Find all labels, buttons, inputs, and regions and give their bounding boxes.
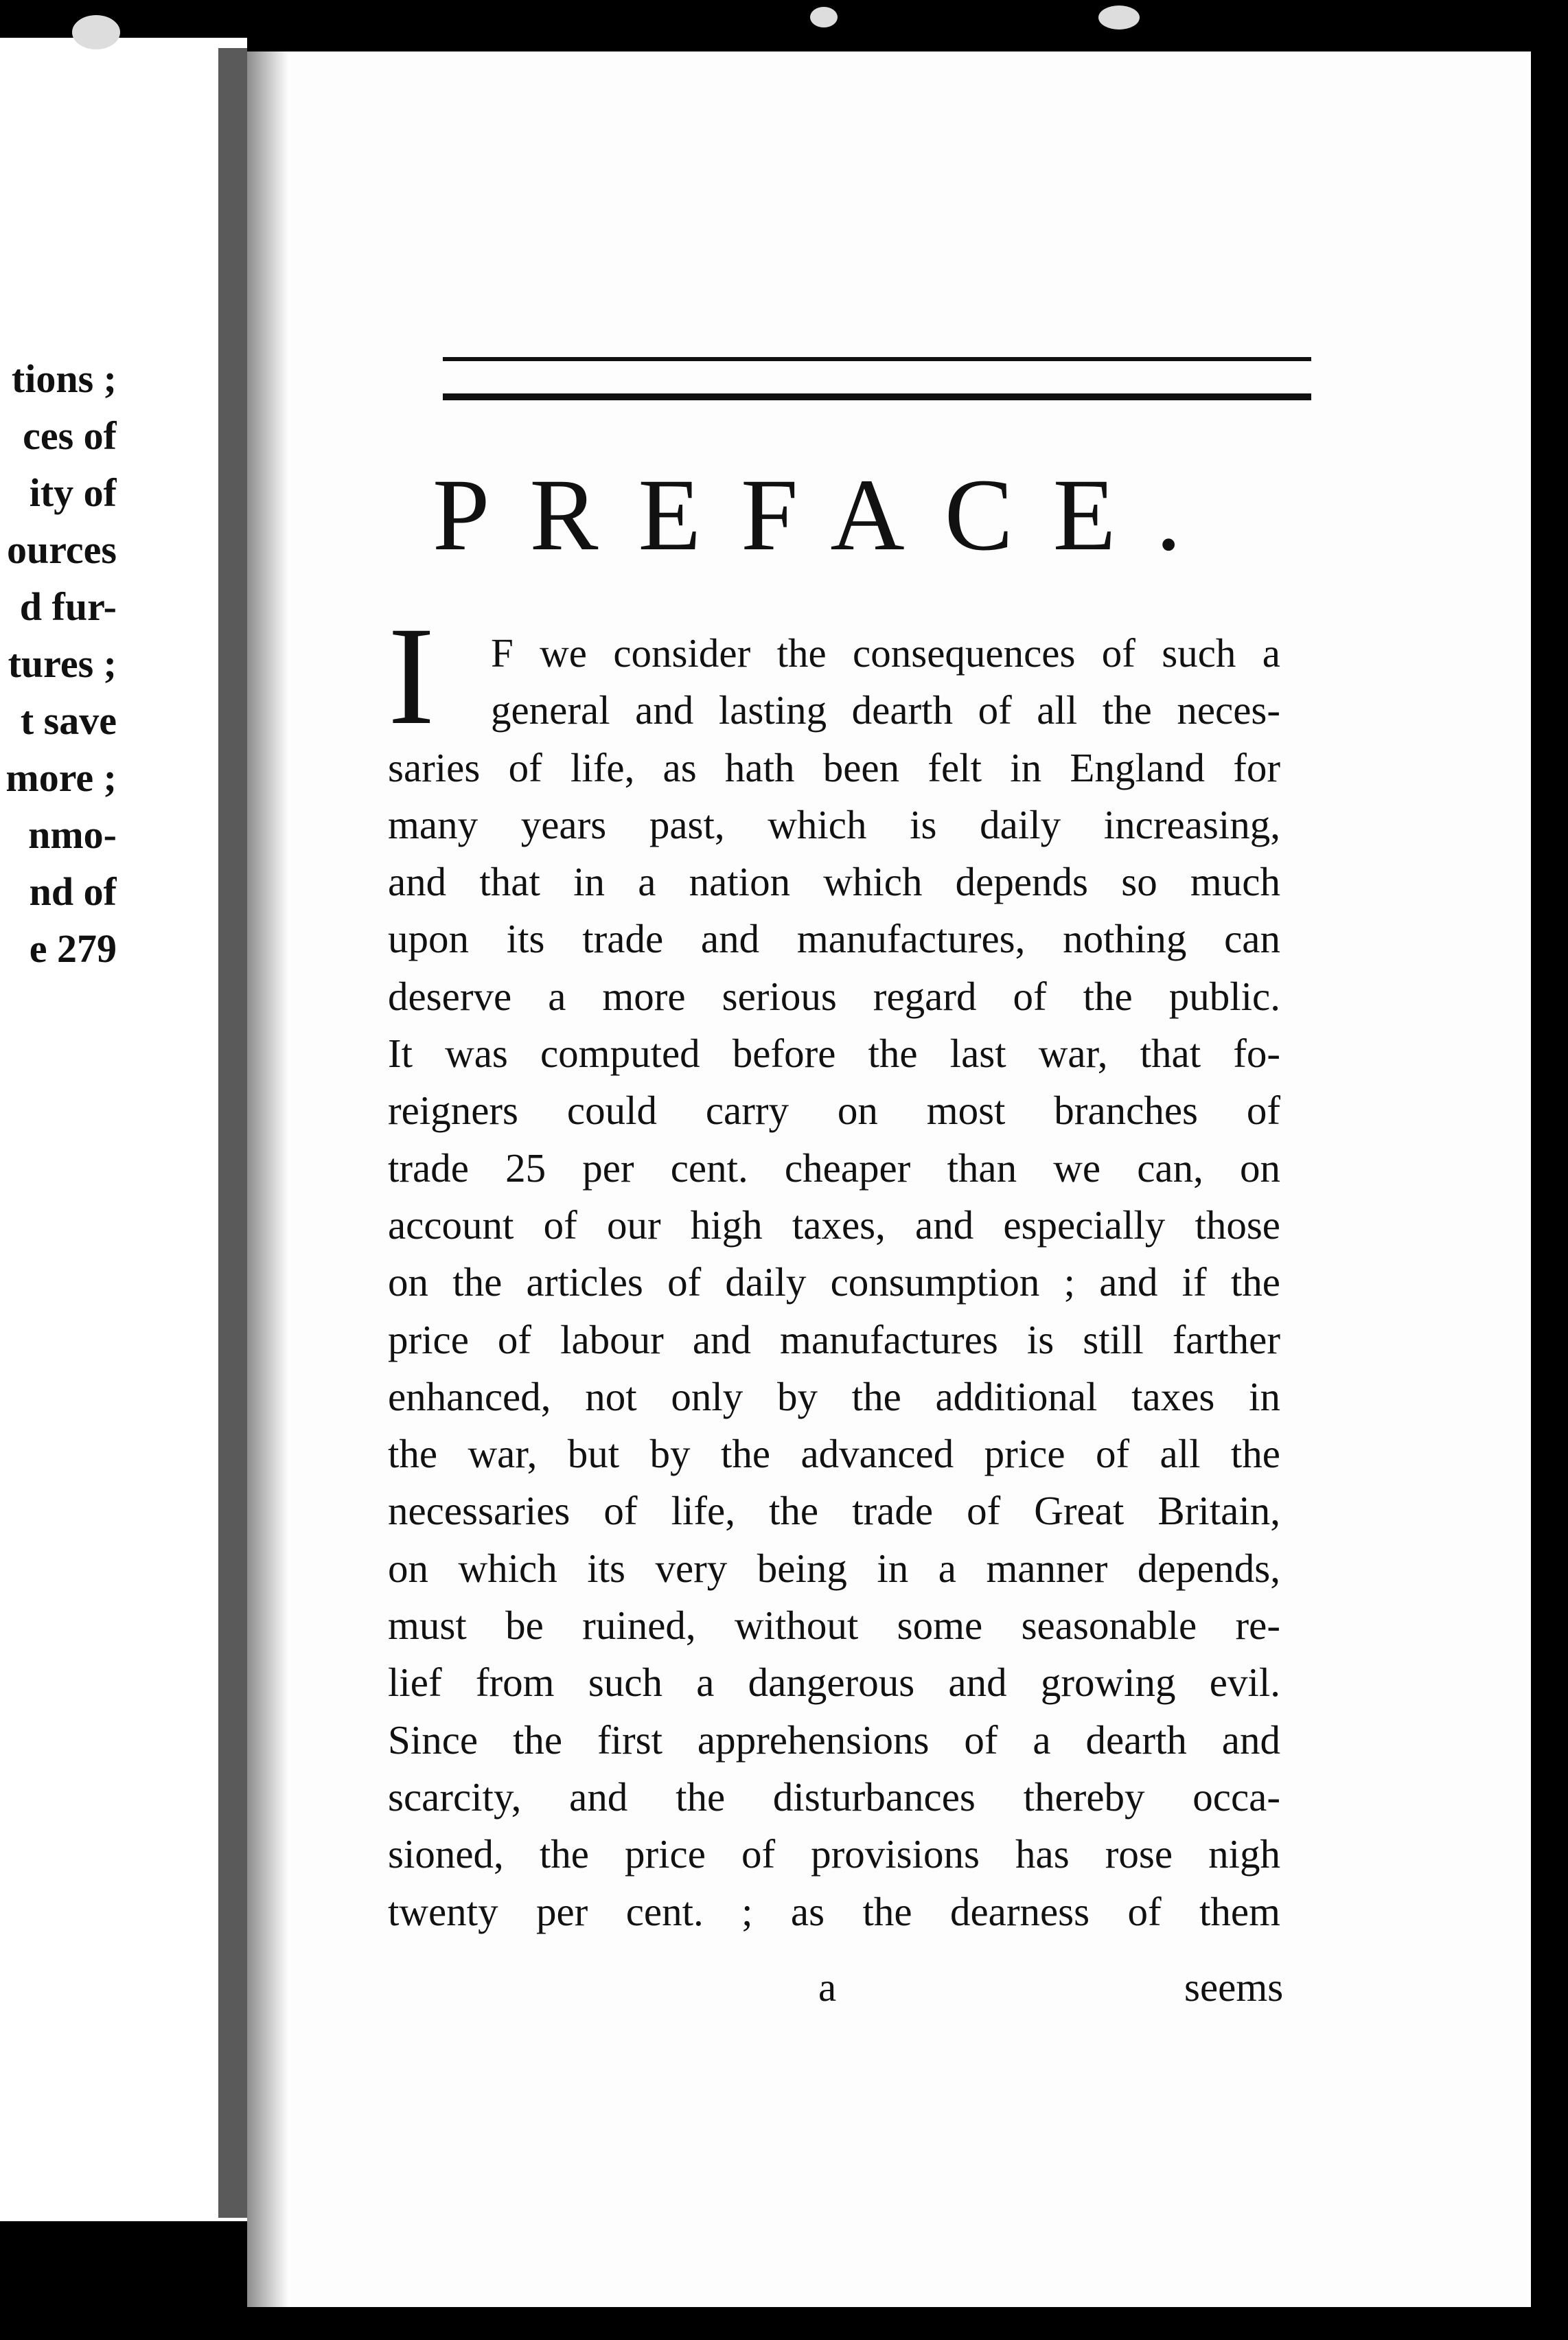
text-line: deserve a more serious regard of the public.: [388, 973, 1280, 1019]
text-line: necessaries of life, the trade of Great Britain,: [388, 1488, 1280, 1534]
text-line: sioned, the price of provisions has rose nigh: [388, 1831, 1280, 1877]
left-fragment: ity of: [29, 470, 117, 515]
text-line: It was computed before the last war, that fo-: [388, 1031, 1280, 1077]
text-line: F we consider the consequences of such a: [491, 630, 1280, 676]
header-rule-thin: [443, 357, 1311, 361]
left-fragment: nmo-: [28, 812, 117, 857]
signature-mark: a: [818, 1964, 837, 2010]
left-fragment: d fur-: [19, 584, 117, 629]
left-fragment: t save: [20, 698, 117, 743]
left-fragment: more ;: [5, 755, 117, 800]
left-page-text-fragments: [0, 350, 117, 977]
text-line: reigners could carry on most branches of: [388, 1088, 1280, 1134]
text-line: account of our high taxes, and especially those: [388, 1202, 1280, 1248]
text-line: enhanced, not only by the additional taxes in: [388, 1373, 1280, 1419]
left-fragment: nd of: [29, 869, 117, 914]
left-fragment: tions ;: [11, 356, 117, 401]
text-line: Since the first apprehensions of a dearth and: [388, 1717, 1280, 1763]
text-line: many years past, which is daily increasing,: [388, 801, 1280, 847]
text-line: saries of life, as hath been felt in England for: [388, 744, 1280, 790]
text-line: upon its trade and manufactures, nothing can: [388, 916, 1280, 962]
left-fragment: tures ;: [8, 641, 117, 686]
catchword: seems: [1184, 1964, 1284, 2010]
text-line: on which its very being in a manner depends,: [388, 1545, 1280, 1591]
drop-cap: I: [388, 598, 435, 754]
left-fragment: ources: [6, 527, 117, 572]
header-rule-thick: [443, 393, 1311, 400]
text-line: general and lasting dearth of all the neces-: [491, 687, 1280, 733]
paper-speck: [72, 15, 120, 49]
gutter-shadow: [247, 51, 288, 2307]
text-line: twenty per cent. ; as the dearness of them: [388, 1888, 1280, 1934]
text-line: scarcity, and the disturbances thereby occa-: [388, 1774, 1280, 1820]
left-fragment: ces of: [23, 413, 117, 458]
text-line: and that in a nation which depends so much: [388, 859, 1280, 905]
text-line: price of labour and manufactures is still farther: [388, 1316, 1280, 1362]
text-line: lief from such a dangerous and growing evil.: [388, 1660, 1280, 1706]
text-line: trade 25 per cent. cheaper than we can, on: [388, 1145, 1280, 1191]
paper-speck: [1098, 5, 1140, 30]
paper-speck: [810, 7, 838, 27]
text-line: on the articles of daily consumption ; and if the: [388, 1259, 1280, 1305]
left-fragment: e 279: [29, 926, 117, 971]
left-page-gutter: [218, 48, 247, 2218]
page-title: PREFACE.: [433, 458, 1221, 572]
preface-body: [388, 625, 1280, 1940]
text-line: the war, but by the advanced price of all the: [388, 1431, 1280, 1477]
text-line: must be ruined, without some seasonable re-: [388, 1603, 1280, 1649]
